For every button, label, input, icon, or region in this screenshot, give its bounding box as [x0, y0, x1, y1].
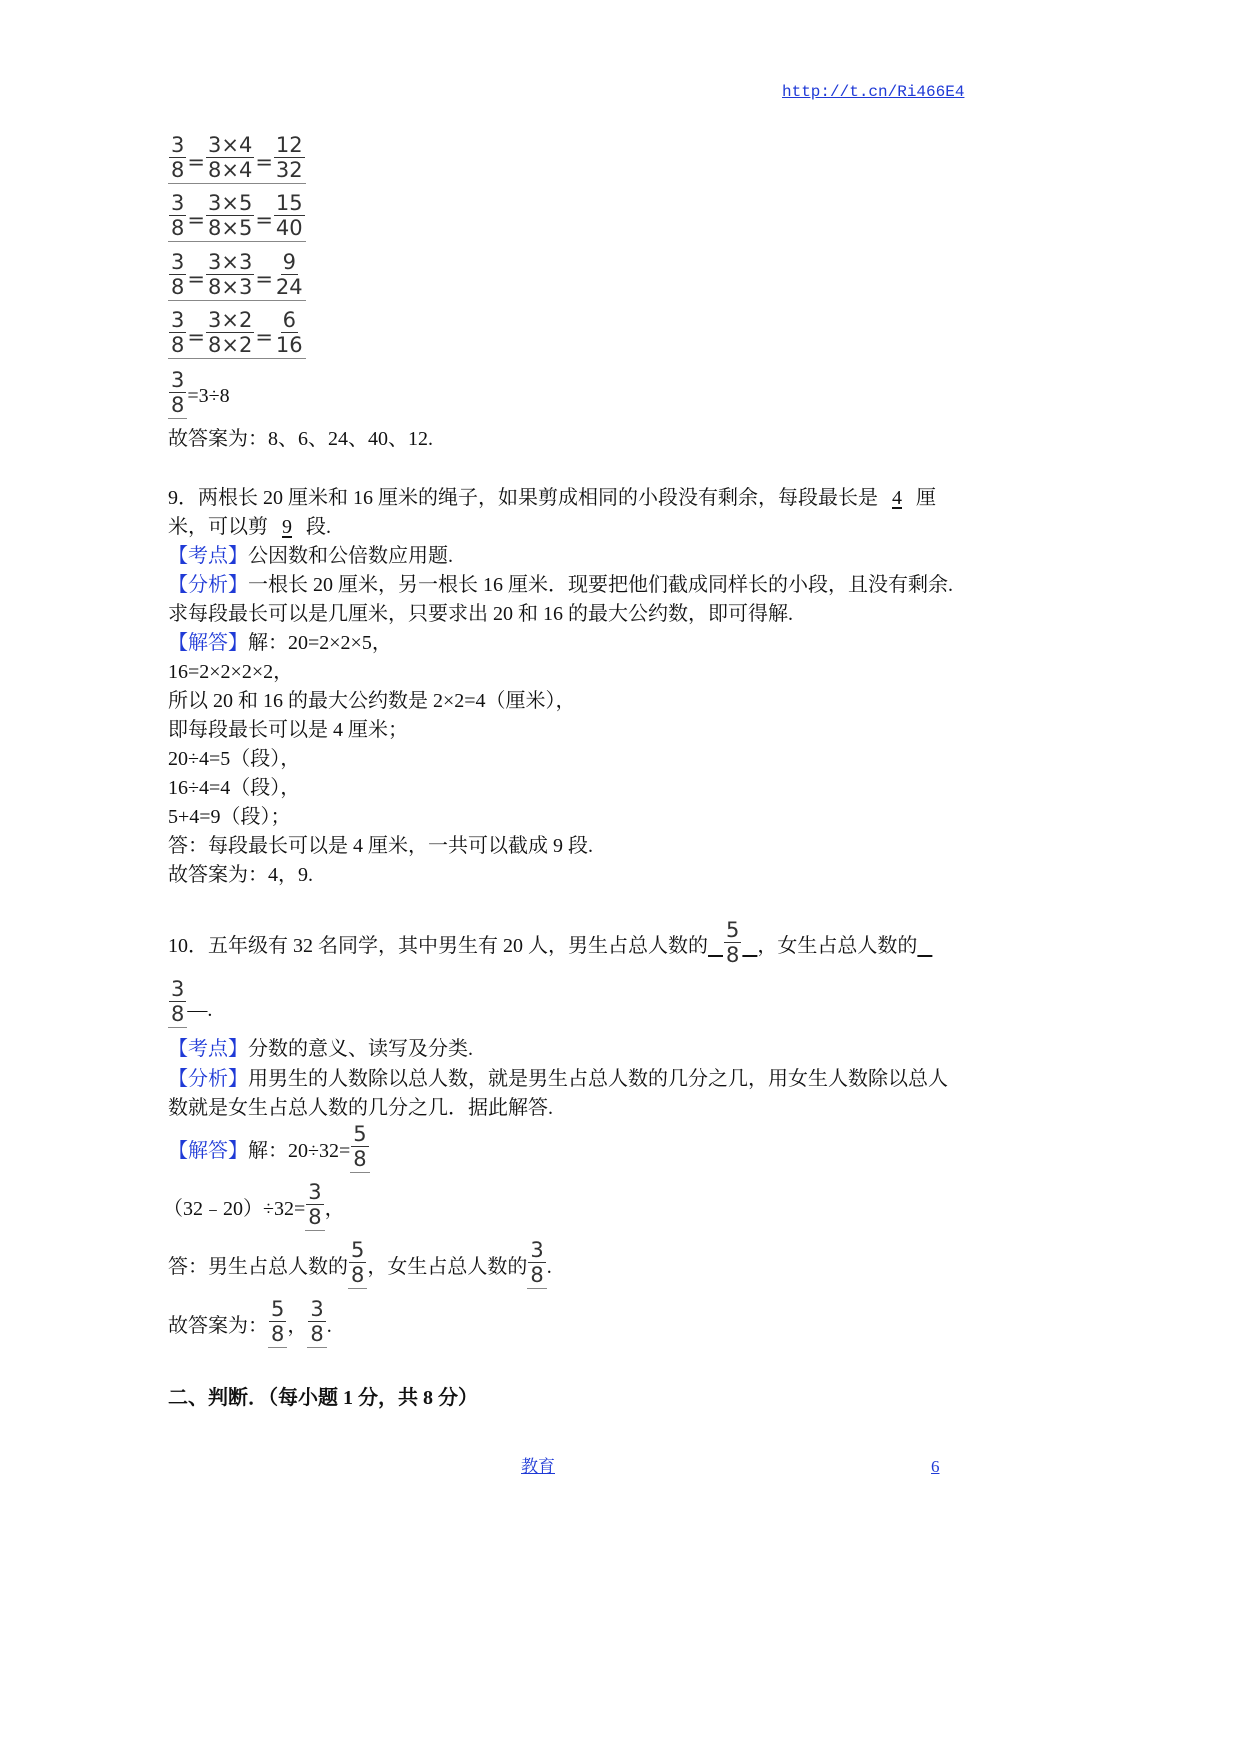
denominator: 8×4 [207, 158, 253, 182]
fraction [273, 191, 306, 241]
jieda-tag: 【解答】 [168, 632, 248, 654]
numerator: 12 [275, 133, 303, 157]
denominator: 8 [353, 1147, 367, 1171]
denominator: 8×5 [207, 216, 253, 240]
fraction [205, 133, 255, 183]
step-text: （32﹣20）÷32= [163, 1197, 306, 1220]
numerator: 3 [308, 1180, 322, 1204]
denominator: 8 [171, 158, 185, 182]
numerator: 5 [271, 1297, 285, 1321]
jieda-text: 解：20÷32= [248, 1139, 351, 1162]
q10-text: —. [187, 999, 213, 1021]
division-text: =3÷8 [187, 384, 230, 407]
denominator: 8 [726, 943, 740, 967]
denominator: 8 [171, 275, 185, 299]
fraction [268, 1297, 287, 1348]
kaodian-tag: 【考点】 [168, 545, 248, 567]
fenxi-text: 一根长 20 厘米，另一根长 16 厘米．现要把他们截成同样长的小段，且没有剩余. [248, 574, 953, 596]
denominator: 8×3 [207, 275, 253, 299]
q9-line2 [168, 513, 331, 541]
denominator: 32 [275, 158, 303, 182]
denominator: 24 [275, 275, 303, 299]
fraction [273, 308, 306, 358]
fraction [527, 1238, 546, 1289]
section-heading: 二、判断．（每小题 1 分，共 8 分） [168, 1387, 478, 1409]
denominator: 8×2 [207, 333, 253, 357]
q9-text: 9．两根长 20 厘米和 16 厘米的绳子，如果剪成相同的小段没有剩余，每段最长是 [168, 487, 878, 509]
numerator: 3 [310, 1297, 324, 1321]
fraction [168, 191, 187, 241]
q9-line1 [168, 484, 936, 512]
numerator: 3 [171, 191, 185, 215]
denominator: 8 [351, 1263, 365, 1287]
jieda-text: 解：20=2×2×5， [248, 632, 392, 654]
q9-step: 故答案为：4，9. [168, 864, 313, 886]
fraction-equation-row [168, 308, 306, 359]
kaodian-text: 分数的意义、读写及分类. [248, 1038, 473, 1060]
fenxi-tag: 【分析】 [168, 1068, 248, 1090]
equals-sign: = [187, 150, 205, 174]
numerator: 3×3 [207, 250, 253, 274]
step-text: ， [324, 1197, 345, 1220]
denominator: 8 [171, 216, 185, 240]
q9-step: 即每段最长可以是 4 厘米； [168, 719, 408, 741]
q10-line1 [168, 918, 932, 968]
q9-step: 16=2×2×2×2， [168, 661, 294, 683]
numerator: 3 [530, 1238, 544, 1262]
q10-text: ，女生占总人数的 [757, 935, 918, 957]
q10-answer [168, 1238, 552, 1289]
q9-step: 5+4=9（段）； [168, 806, 291, 828]
fraction [168, 368, 187, 419]
fraction [168, 250, 187, 300]
answer-text: ，女生占总人数的 [367, 1255, 528, 1278]
fraction-equation-row [168, 191, 306, 242]
equals-sign: = [187, 267, 205, 291]
q9-fenxi [168, 571, 953, 599]
numerator: 3 [171, 977, 185, 1001]
final-text: ， [287, 1314, 308, 1337]
fraction [168, 133, 187, 183]
numerator: 15 [275, 191, 303, 215]
q10-fenxi [168, 1065, 948, 1093]
footer-link[interactable]: 教育 [521, 1457, 555, 1476]
kaodian-text: 公因数和公倍数应用题. [248, 545, 453, 567]
q9-blank-2: 9 [282, 516, 292, 538]
q10-jieda [168, 1122, 370, 1173]
q10-text: 10．五年级有 32 名同学，其中男生有 20 人，男生占总人数的 [168, 935, 708, 957]
q9-kaodian [168, 542, 453, 570]
denominator: 40 [275, 216, 303, 240]
denominator: 8 [308, 1205, 322, 1229]
final-text: 故答案为： [168, 1314, 268, 1337]
denominator: 16 [275, 333, 303, 357]
denominator: 8 [310, 1322, 324, 1346]
fraction-equation-row [168, 250, 306, 301]
q9-step: 20÷4=5（段）， [168, 748, 301, 770]
q9-fenxi-2: 求每段最长可以是几厘米，只要求出 20 和 16 的最大公约数，即可得解. [168, 603, 793, 625]
numerator: 3×2 [207, 308, 253, 332]
fraction [305, 1180, 324, 1231]
numerator: 3 [171, 133, 185, 157]
fraction [168, 977, 187, 1028]
answer-text: 答：男生占总人数的 [168, 1255, 348, 1278]
q9-step: 答：每段最长可以是 4 厘米，一共可以截成 9 段. [168, 835, 593, 857]
q10-line2 [168, 977, 212, 1028]
equals-sign: = [255, 150, 273, 174]
q9-text: 段. [306, 516, 331, 538]
q9-step: 所以 20 和 16 的最大公约数是 2×2=4（厘米）， [168, 690, 576, 712]
denominator: 8 [171, 333, 185, 357]
fraction [205, 308, 255, 358]
q10-fenxi-2: 数就是女生占总人数的几分之几．据此解答. [168, 1097, 553, 1119]
q9-text: 米，可以剪 [168, 516, 268, 538]
jieda-tag: 【解答】 [168, 1139, 248, 1162]
numerator: 3×4 [207, 133, 253, 157]
equals-sign: = [187, 208, 205, 232]
numerator: 5 [726, 918, 740, 942]
fraction [205, 191, 255, 241]
division-line [168, 368, 230, 419]
numerator: 3×5 [207, 191, 253, 215]
fraction [273, 250, 306, 300]
fraction-equation-row [168, 133, 306, 184]
fenxi-text: 用男生的人数除以总人数，就是男生占总人数的几分之几，用女生人数除以总人 [248, 1068, 948, 1090]
fraction [205, 250, 255, 300]
q9-step: 16÷4=4（段）， [168, 777, 301, 799]
numerator: 3 [171, 368, 185, 392]
equals-sign: = [255, 325, 273, 349]
numerator: 5 [353, 1122, 367, 1146]
q9-blank-1: 4 [892, 487, 902, 509]
numerator: 5 [351, 1238, 365, 1262]
header-url-link[interactable]: http://t.cn/Ri466E4 [782, 83, 965, 101]
answer-text: . [546, 1255, 552, 1278]
fraction [307, 1297, 326, 1348]
fraction [348, 1238, 367, 1289]
equals-sign: = [255, 267, 273, 291]
q10-kaodian [168, 1035, 473, 1063]
equals-sign: = [187, 325, 205, 349]
fraction [350, 1122, 369, 1173]
final-text: . [326, 1314, 332, 1337]
q10-final [168, 1297, 332, 1348]
fraction [168, 308, 187, 358]
denominator: 8 [530, 1263, 544, 1287]
numerator: 6 [282, 308, 296, 332]
denominator: 8 [171, 1002, 185, 1026]
fenxi-tag: 【分析】 [168, 574, 248, 596]
equals-sign: = [255, 208, 273, 232]
numerator: 9 [282, 250, 296, 274]
q10-step-2 [163, 1180, 345, 1231]
prev-answer: 故答案为：8、6、24、40、12. [168, 428, 433, 450]
page-number[interactable]: 6 [931, 1457, 940, 1476]
denominator: 8 [171, 393, 185, 417]
q9-text: 厘 [916, 487, 936, 509]
q9-jieda [168, 629, 392, 657]
fraction [723, 918, 742, 968]
kaodian-tag: 【考点】 [168, 1038, 248, 1060]
numerator: 3 [171, 250, 185, 274]
denominator: 8 [271, 1322, 285, 1346]
fraction [273, 133, 306, 183]
numerator: 3 [171, 308, 185, 332]
